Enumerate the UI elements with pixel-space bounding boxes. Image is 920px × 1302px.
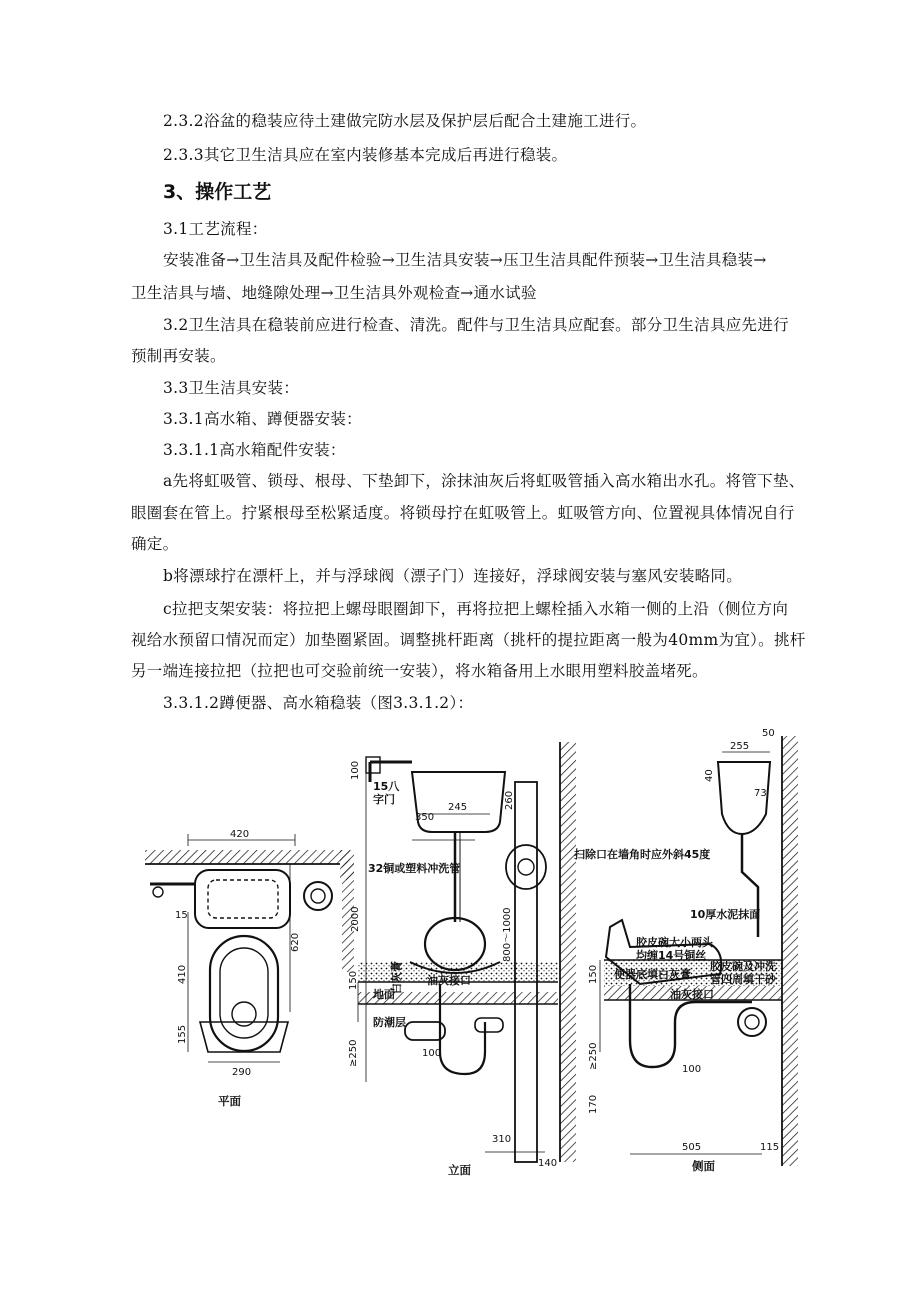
- plan-dim-290: 290: [232, 1067, 252, 1078]
- para-process-line2: 卫生洁具与墙、地缝隙处理→卫生洁具外观检查→通水试验: [131, 284, 537, 302]
- side-label-mortar: 10厚水泥抹面: [690, 908, 761, 921]
- side-dim-50: 50: [762, 728, 775, 739]
- para-3-1: 3.1工艺流程：: [163, 220, 268, 238]
- elev-label-lime: 白灰膏: [390, 961, 403, 994]
- elev-label-putty-joint: 油灰接口: [427, 974, 471, 987]
- para-a-line1: a先将虹吸管、锁母、根母、下垫卸下，涂抹油灰后将虹吸管插入高水箱出水孔。将管下垫、: [163, 472, 805, 490]
- side-dim-170: 170: [588, 1094, 599, 1114]
- elev-dim-800-1000: 800～1000: [502, 907, 513, 962]
- elev-label-floor: 地面: [373, 988, 395, 1001]
- plan-dim-410: 410: [177, 964, 188, 984]
- para-process-line1: 安装准备→卫生洁具及配件检验→卫生洁具安装→压卫生洁具配件预装→卫生洁具稳装→: [163, 251, 767, 269]
- para-c-line3: 另一端连接拉把（拉把也可交验前统一安装），将水箱备用上水眼用塑料胶盖堵死。: [131, 662, 708, 680]
- side-label-seal-1: 胶皮碗及冲洗: [710, 960, 776, 973]
- para-a-line2: 眼圈套在管上。拧紧根母至松紧适度。将锁母拧在虹吸管上。虹吸管方向、位置视具体情况自行: [131, 504, 795, 522]
- side-dim-250: ≥250: [588, 1042, 599, 1070]
- para-2-3-2: 2.3.2浴盆的稳装应待土建做完防水层及保护层后配合土建施工进行。: [163, 112, 647, 130]
- elev-caption: 立面: [448, 1163, 471, 1177]
- side-dim-150: 150: [588, 964, 599, 984]
- plan-dim-155: 155: [177, 1024, 188, 1044]
- elev-dim-100-top: 100: [350, 760, 361, 780]
- side-label-rubber-bowl-2: 均缠14号铜丝: [636, 949, 707, 962]
- para-c-line2: 视给水预留口情况而定）加垫圈紧固。调整挑杆距离（挑杆的提拉距离一般为40mm为宜）。挑杆: [131, 631, 806, 649]
- para-b: b将漂球拧在漂杆上，并与浮球阀（漂子门）连接好，浮球阀安装与塞风安装略同。: [163, 567, 743, 585]
- para-2-3-3: 2.3.3其它卫生洁具应在室内装修基本完成后再进行稳装。: [163, 146, 568, 164]
- side-wall-hatch: [782, 736, 798, 1166]
- side-dim-73: 73: [754, 788, 767, 799]
- elev-wall-hatch: [560, 742, 576, 1162]
- plan-dim-420: 420: [230, 829, 250, 840]
- elev-dim-245: 245: [448, 802, 468, 813]
- side-dim-40: 40: [704, 769, 715, 782]
- elev-dim-310: 310: [492, 1134, 512, 1145]
- section-heading-3: 3、操作工艺: [163, 181, 272, 203]
- side-dim-505: 505: [682, 1142, 702, 1153]
- para-c-line1: c拉把支架安装：将拉把上螺母眼圈卸下，再将拉把上螺栓插入水箱一侧的上沿（侧位方向: [163, 600, 789, 618]
- elev-dim-100: 100: [422, 1048, 442, 1059]
- para-a-line3: 确定。: [131, 535, 179, 553]
- side-caption: 侧面: [692, 1159, 715, 1173]
- side-label-seal-2: 管四周填干砂: [710, 973, 776, 986]
- para-3-3-1: 3.3.1高水箱、蹲便器安装：: [163, 410, 362, 428]
- side-label-putty-joint: 油灰接口: [670, 988, 714, 1001]
- para-3-3-1-1: 3.3.1.1高水箱配件安装：: [163, 441, 346, 459]
- plan-dim-620: 620: [290, 932, 301, 952]
- elev-label-flush-pipe: 32铜或塑料冲洗管: [368, 862, 461, 875]
- para-3-2-line2: 预制再安装。: [131, 347, 226, 365]
- plan-wall-hatch: [145, 850, 350, 864]
- elev-dim-260: 260: [504, 790, 515, 810]
- plan-tank: [195, 870, 290, 928]
- elev-dim-140: 140: [538, 1158, 558, 1169]
- para-3-3-1-2: 3.3.1.2蹲便器、高水箱稳装（图3.3.1.2）：: [163, 694, 474, 712]
- installation-figure: [130, 722, 820, 1182]
- elev-dim-150: 150: [348, 970, 359, 990]
- para-3-2-line1: 3.2卫生洁具在稳装前应进行检查、清洗。配件与卫生洁具应配套。部分卫生洁具应先进行: [163, 316, 789, 334]
- plan-dim-15: 15: [175, 910, 188, 921]
- elev-label-cleanout: 扫除口在墙角时应外斜45度: [574, 848, 711, 861]
- elev-label-valve: 15八: [373, 780, 400, 793]
- side-dim-115: 115: [760, 1142, 780, 1153]
- side-dim-100: 100: [682, 1064, 702, 1075]
- side-dim-255: 255: [730, 741, 750, 752]
- elev-dim-250: ≥250: [348, 1039, 359, 1067]
- side-label-rubber-bowl-1: 胶皮碗大小两头: [636, 936, 713, 949]
- elev-dim-350: 350: [415, 812, 435, 823]
- elev-label-valve-2: 字门: [373, 793, 395, 806]
- para-3-3: 3.3卫生洁具安装：: [163, 379, 300, 397]
- elev-label-damp-layer: 防潮层: [373, 1016, 406, 1029]
- side-label-base-fill: 便器底填白灰膏: [614, 968, 691, 981]
- plan-caption: 平面: [218, 1094, 241, 1108]
- elev-dim-2000: 2000: [350, 906, 361, 932]
